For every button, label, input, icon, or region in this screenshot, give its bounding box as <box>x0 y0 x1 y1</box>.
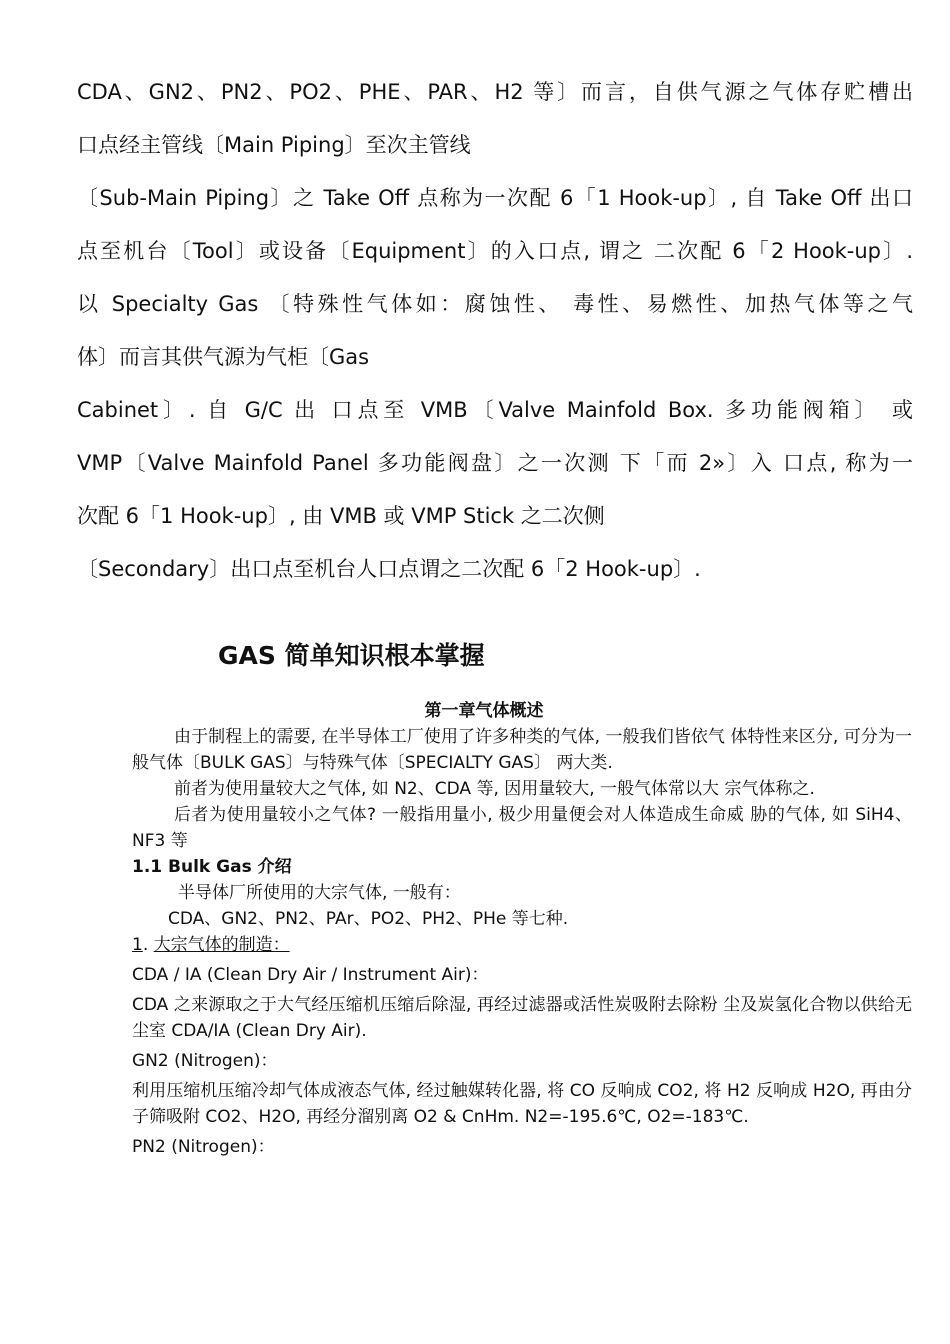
intro-line-2: 口点经主管线〔Main Piping〕至次主管线 <box>77 133 471 157</box>
intro-line-3: 〔Sub-Main Piping〕之 Take Off 点称为一次配 6「1 Hook-up〕, 自 Take Off 出口 <box>77 186 913 210</box>
section-heading-1-1: 1.1 Bulk Gas 介绍 <box>132 857 292 877</box>
intro-line-7: Cabinet〕. 自 G/C 出 口点至 VMB〔Valve Mainfold Box. 多功能阀箱〕 或 <box>77 398 913 422</box>
intro-line-5: 以 Specialty Gas 〔特殊性气体如：腐蚀性、 毒性、易燃性、加热气体等之气 <box>77 292 913 316</box>
intro-line-1: CDA、GN2、PN2、PO2、PHE、PAR、H2 等〕而言，自供气源之气体存贮槽出 <box>77 80 913 104</box>
document-title: GAS 简单知识根本掌握 <box>218 641 485 670</box>
gn2-description: 利用压缩机压缩冷却气体成液态气体, 经过触媒转化器, 将 CO 反响成 CO2, 将 H2 反响成 H2O, 再由分子筛吸附 CO2、H2O, 再经分溜别离 O2 & CnHm. N2=-195.6℃, O2=-183℃. <box>132 1081 912 1127</box>
paragraph-specialty-gas: 后者为使用量较小之气体? 一般指用量小, 极少用量便会对人体造成生命威 胁的气体, 如 SiH4、NF3 等 <box>132 805 912 851</box>
subheading-text: 大宗气体的制造： <box>153 935 290 955</box>
intro-line-10: 〔Secondary〕出口点至机台人口点谓之二次配 6「2 Hook-up〕. <box>77 557 701 581</box>
paragraph-bulk-gas: 前者为使用量较大之气体, 如 N2、CDA 等, 因用量较大, 一般气体常以大 宗气体称之. <box>174 779 815 799</box>
pn2-heading: PN2 (Nitrogen)： <box>132 1137 275 1157</box>
intro-line-4: 点至机台〔Tool〕或设备〔Equipment〕的入口点, 谓之 二次配 6「2 Hook-up〕. <box>77 239 913 263</box>
intro-line-8: VMP〔Valve Mainfold Panel 多功能阀盘〕之一次测 下「而 2»〕入 口点, 称为一 <box>77 451 913 475</box>
intro-line-9: 次配 6「1 Hook-up〕, 由 VMB 或 VMP Stick 之二次侧 <box>77 504 605 528</box>
gn2-heading: GN2 (Nitrogen)： <box>132 1051 278 1071</box>
paragraph-gas-categories: 由于制程上的需要, 在半导体工厂使用了许多种类的气体, 一般我们皆依气 体特性来区分, 可分为一般气体〔BULK GAS〕与特殊气体〔SPECIALTY GAS〕 两大类. <box>132 727 912 773</box>
chapter-heading: 第一章气体概述 <box>424 701 544 721</box>
paragraph-bulk-list: CDA、GN2、PN2、PAr、PO2、PH2、PHe 等七种. <box>168 909 569 929</box>
cda-heading: CDA / IA (Clean Dry Air / Instrument Air)： <box>132 965 489 985</box>
subheading-number: 1 <box>132 935 143 955</box>
intro-section <box>77 72 913 602</box>
paragraph-bulk-list-intro: 半导体厂所使用的大宗气体, 一般有： <box>178 883 461 903</box>
subheading-manufacture: 1. 大宗气体的制造： <box>132 935 290 955</box>
chapter-body <box>132 724 912 1160</box>
cda-description: CDA 之来源取之于大气经压缩机压缩后除湿, 再经过滤器或活性炭吸附去除粉 尘及炭氢化合物以供给无尘室 CDA/IA (Clean Dry Air). <box>132 995 912 1041</box>
intro-line-6: 体〕而言其供气源为气柜〔Gas <box>77 345 370 369</box>
